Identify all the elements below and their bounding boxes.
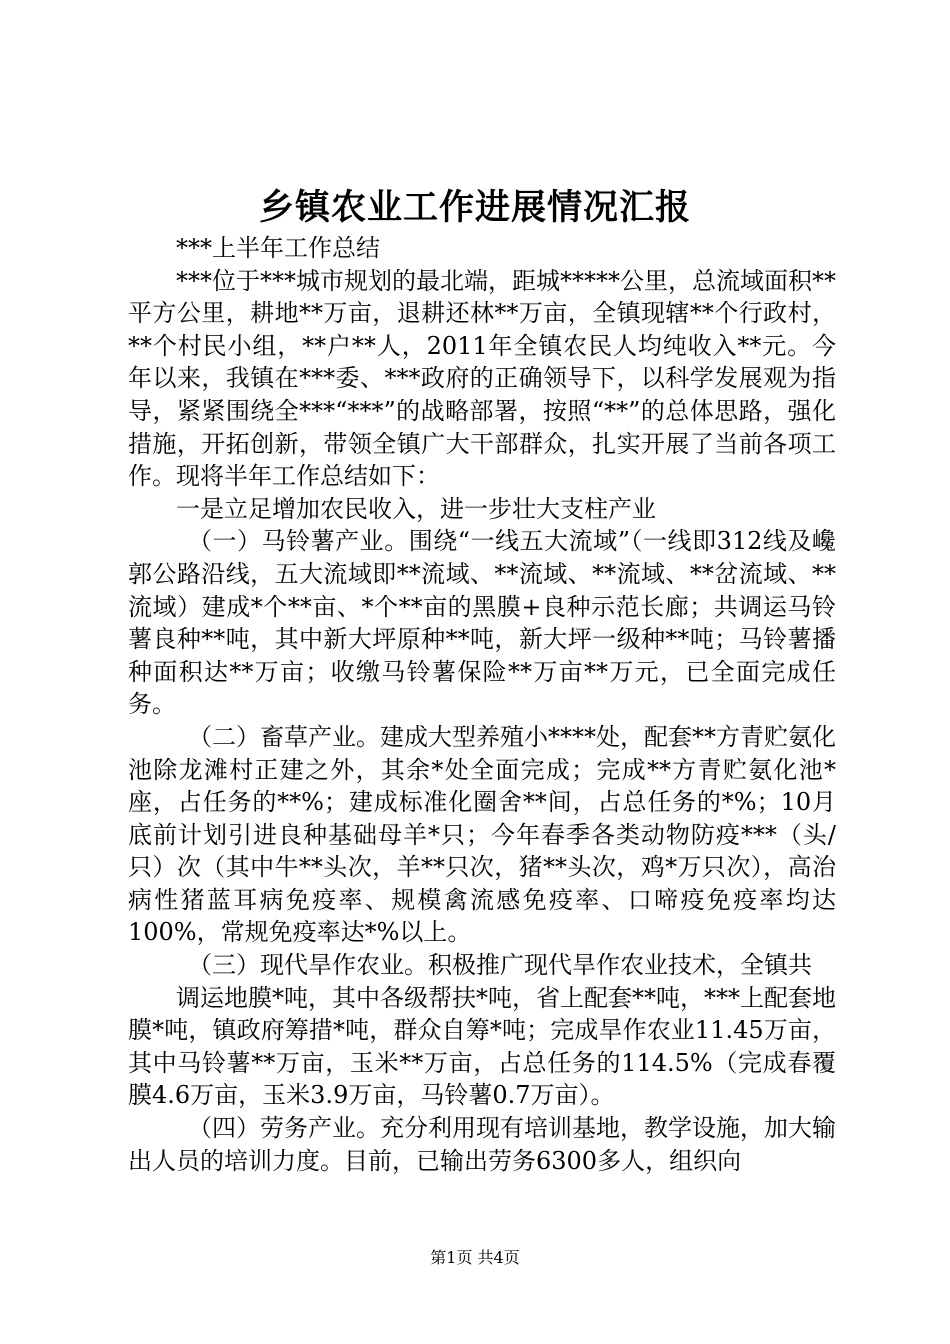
paragraph-dryland-farming: （三）现代旱作农业。积极推广现代旱作农业技术，全镇共 (188, 951, 812, 980)
document-body (128, 232, 836, 1177)
paragraph-subtitle: ***上半年工作总结 (176, 234, 380, 262)
paragraph-potato-industry: （一）马铃薯产业。围绕“一线五大流域”（一线即312线及巉郭公路沿线，五大流域即**流域、**流域、**流域、**岔流域、**流域）建成*个**亩、*个**亩的黑膜+良种示范长廊；共调运马铃薯良种**吨，其中新大坪原种**吨，新大坪一级种**吨；马铃薯播种面积达**万亩；收缴马铃薯保险**万亩**万元，已全面完成任务。 (128, 527, 836, 719)
document-title: 乡镇农业工作进展情况汇报 (258, 187, 691, 228)
page-number: 第1页 共4页 (430, 1248, 520, 1267)
paragraph-livestock-industry: （二）畜草产业。建成大型养殖小****处，配套**方青贮氨化池除龙滩村正建之外，其余*处全面完成；完成**方青贮氨化池*座，占任务的**%；建成标准化圈舍**间，占总任务的*%；10月底前计划引进良种基础母羊*只；今年春季各类动物防疫***（头/只）次（其中牛**头次，羊**只次，猪**头次，鸡*万只次），高治病性猪蓝耳病免疫率、规模禽流感免疫率、口啼疫免疫率均达100%，常规免疫率达*%以上。 (128, 722, 836, 947)
paragraph-intro: ***位于***城市规划的最北端，距城*****公里，总流域面积**平方公里，耕地**万亩，退耕还林**万亩，全镇现辖**个行政村，**个村民小组，**户**人，2011年全镇农民人均纯收入**元。今年以来，我镇在***委、***政府的正确领导下，以科学发展观为指导，紧紧围绕全***“***”的战略部署，按照“**”的总体思路，强化措施，开拓创新，带领全镇广大干部群众，扎实开展了当前各项工作。现将半年工作总结如下： (128, 266, 836, 491)
paragraph-dryland-farming-continued: 调运地膜*吨，其中各级帮扶*吨，省上配套**吨，***上配套地膜*吨，镇政府筹措*吨，群众自筹*吨；完成旱作农业11.45万亩，其中马铃薯**万亩，玉米**万亩，占总任务的114.5%（完成春覆膜4.6万亩，玉米3.9万亩，马铃薯0.7万亩）。 (128, 983, 836, 1110)
paragraph-section-heading: 一是立足增加农民收入，进一步壮大支柱产业 (176, 494, 656, 523)
paragraph-labor-industry: （四）劳务产业。充分利用现有培训基地，教学设施，加大输出人员的培训力度。目前，已输出劳务6300多人，组织向 (128, 1114, 836, 1175)
